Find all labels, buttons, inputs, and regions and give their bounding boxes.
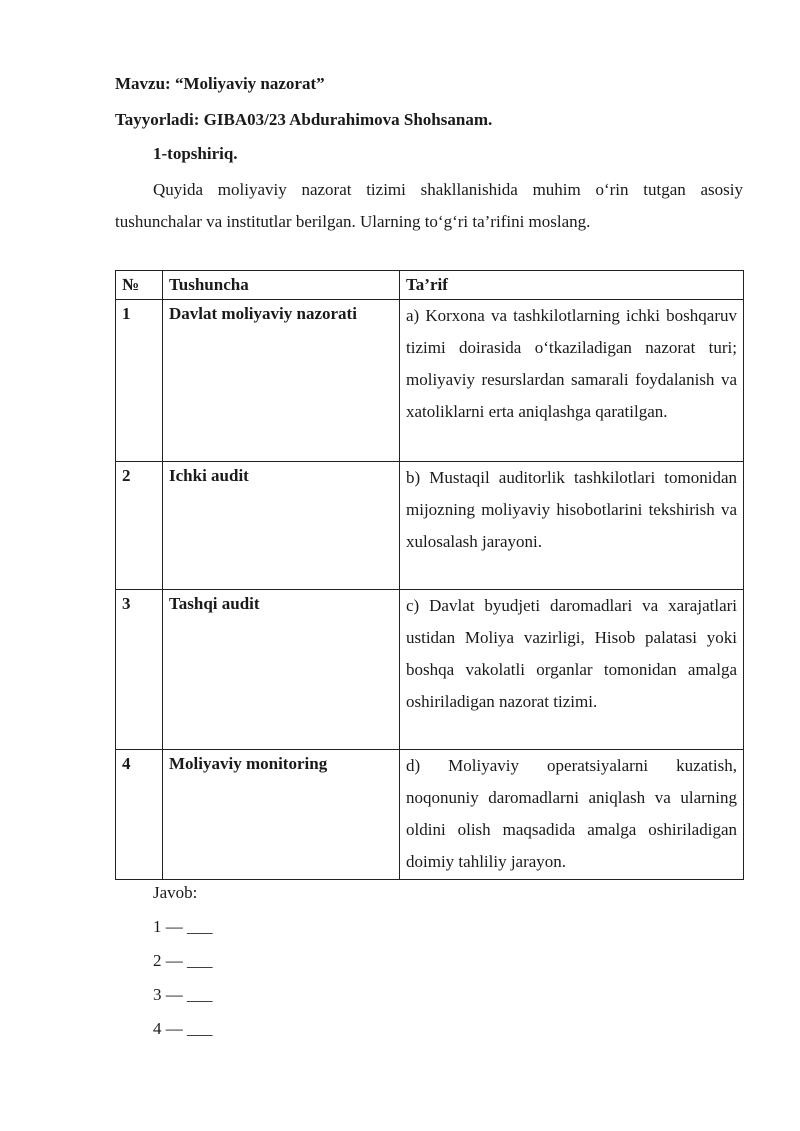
row-term: Tashqi audit [163,590,400,750]
header-term: Tushuncha [163,271,400,300]
answer-line: 1 — ___ [153,917,213,936]
answer-line: 3 — ___ [153,985,213,1004]
row-definition: c) Davlat byudjeti daromadlari va xarajatlari ustidan Moliya vazirligi, Hisob palatasi yoki boshqa vakolatli organlar tomonidan amalga oshiriladigan nazorat tizimi. [400,590,744,750]
topic-line: Mavzu: “Moliyaviy nazorat” [115,74,325,93]
row-number: 2 [116,462,163,590]
row-term: Ichki audit [163,462,400,590]
author-line: Tayyorladi: GIBA03/23 Abdurahimova Shohsanam. [115,110,493,129]
row-definition: a) Korxona va tashkilotlarning ichki boshqaruv tizimi doirasida o‘tkaziladigan nazorat turi; moliyaviy resurslardan samarali foydalanish va xatoliklarni erta aniqlashga qaratilgan. [400,300,744,462]
answer-line: 2 — ___ [153,951,213,970]
header-number: № [116,271,163,300]
row-term: Moliyaviy monitoring [163,750,400,880]
header-definition: Ta’rif [400,271,744,300]
row-definition: d) Moliyaviy operatsiyalarni kuzatish, noqonuniy daromadlarni aniqlash va ularning oldini olish maqsadida amalga oshiriladigan doimiy tahliliy jarayon. [400,750,744,880]
table-row [116,462,744,590]
row-number: 4 [116,750,163,880]
table-row [116,300,744,462]
table-header-row [116,271,744,300]
task-instruction: Quyida moliyaviy nazorat tizimi shakllanishida muhim o‘rin tutgan asosiy tushunchalar va institutlar berilgan. Ularning to‘g‘ri ta’rifini moslang. [115,180,743,231]
row-number: 1 [116,300,163,462]
row-term: Davlat moliyaviy nazorati [163,300,400,462]
row-number: 3 [116,590,163,750]
answer-label: Javob: [153,883,198,902]
table-row [116,590,744,750]
matching-table [115,270,744,880]
table-row [116,750,744,880]
answer-line: 4 — ___ [153,1019,213,1038]
answer-section [153,876,213,1046]
row-definition: b) Mustaqil auditorlik tashkilotlari tomonidan mijozning moliyaviy hisobotlarini tekshirish va xulosalash jarayoni. [400,462,744,590]
task-title: 1-topshiriq. [153,144,238,163]
